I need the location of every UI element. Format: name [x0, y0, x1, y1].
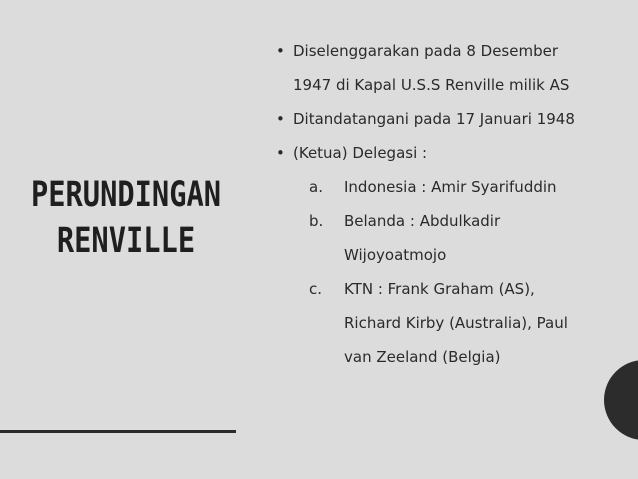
- bullet-text: Ditandatangani pada 17 Januari 1948: [293, 110, 575, 128]
- delegation-text: Indonesia : Amir Syarifuddin: [344, 178, 557, 196]
- title-underline: [0, 430, 236, 433]
- bullet-text: Diselenggarakan pada 8 Desember 1947 di Kapal U.S.S Renville milik AS: [293, 42, 570, 94]
- delegation-item: [276, 204, 596, 272]
- bullet-text: (Ketua) Delegasi :: [293, 144, 428, 162]
- slide-content: [276, 34, 596, 374]
- delegation-item: [276, 170, 596, 204]
- delegation-marker: c.: [309, 280, 323, 298]
- delegation-marker: a.: [309, 178, 323, 196]
- delegation-item: [276, 272, 596, 374]
- bullet-dot-icon: •: [276, 144, 285, 162]
- bullet-item: [276, 102, 596, 136]
- delegation-text: Belanda : Abdulkadir Wijoyoatmojo: [344, 212, 501, 264]
- slide-title-line-2: RENVILLE: [56, 221, 196, 261]
- bullet-item: [276, 34, 596, 102]
- delegation-text: KTN : Frank Graham (AS), Richard Kirby (Australia), Paul van Zeeland (Belgia): [344, 280, 568, 366]
- slide-title-line-1: PERUNDINGAN: [30, 175, 222, 215]
- bullet-dot-icon: •: [276, 42, 285, 60]
- bullet-dot-icon: •: [276, 110, 285, 128]
- delegation-marker: b.: [309, 212, 324, 230]
- slide-title: [23, 172, 230, 264]
- decorative-circle: [604, 360, 638, 440]
- bullet-item: [276, 136, 596, 170]
